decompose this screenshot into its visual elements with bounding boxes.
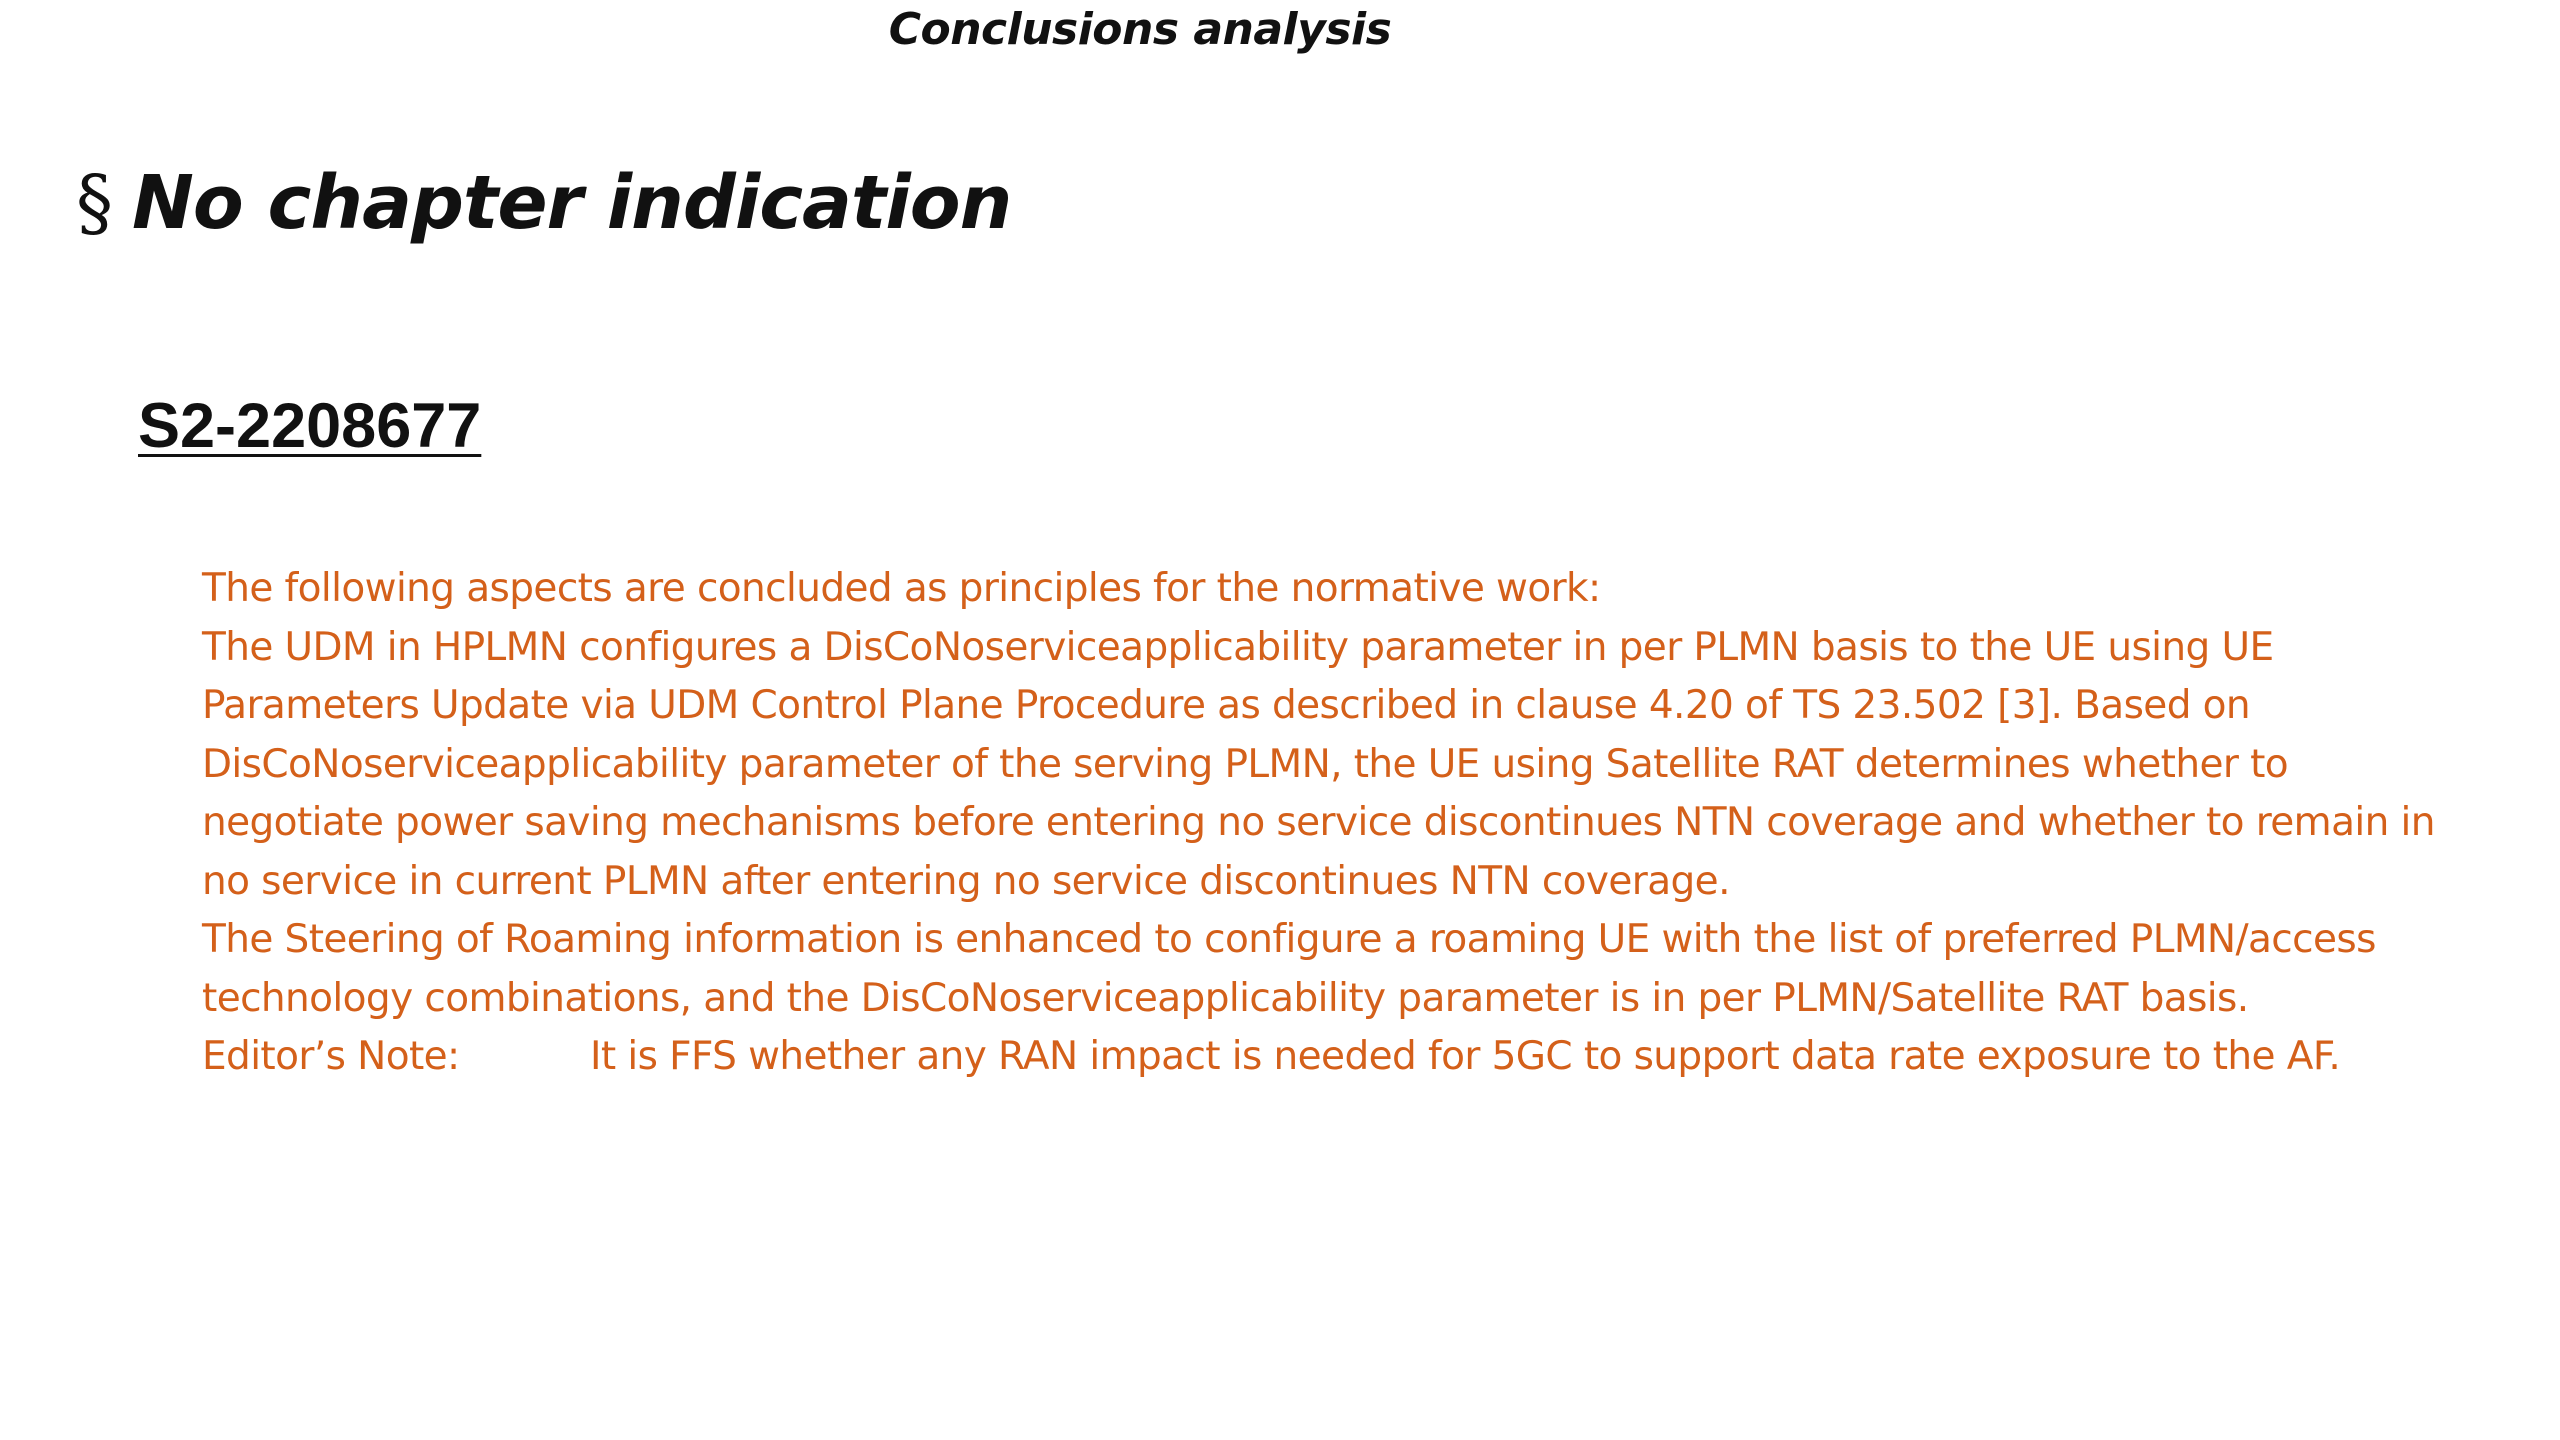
- section-bullet-icon: §: [76, 160, 112, 246]
- chapter-heading: [76, 160, 1011, 246]
- editor-note-text: It is FFS whether any RAN impact is needed for 5GC to support data rate exposure to the AF.: [590, 1034, 2341, 1079]
- conclusion-body: [202, 560, 2442, 1087]
- document-id-link[interactable]: S2-2208677: [138, 391, 482, 461]
- editor-note-label: Editor’s Note:: [202, 1034, 460, 1079]
- chapter-heading-text: No chapter indication: [132, 160, 1012, 246]
- udm-paragraph: The UDM in HPLMN configures a DisCoNoserviceapplicability parameter in per PLMN basis to the UE using UE Parameters Update via UDM Control Plane Procedure as described in clause 4.20 of TS 23.502 [3]. Based on DisCoNoserviceapplicability parameter of the serving PLMN, the UE using Satellite RAT determines whether to negotiate power saving mechanisms before entering no service discontinues NTN coverage and whether to remain in no service in current PLMN after entering no service discontinues NTN coverage.: [202, 624, 2435, 904]
- steering-paragraph: The Steering of Roaming information is enhanced to configure a roaming UE with the list of preferred PLMN/access technology combinations, and the DisCoNoserviceapplicability parameter is in per PLMN/Satellite RAT basis.: [202, 917, 2376, 1021]
- slide-title: Conclusions analysis: [888, 4, 1392, 55]
- editor-note: [202, 1028, 2442, 1087]
- intro-paragraph: The following aspects are concluded as principles for the normative work:: [202, 566, 1601, 611]
